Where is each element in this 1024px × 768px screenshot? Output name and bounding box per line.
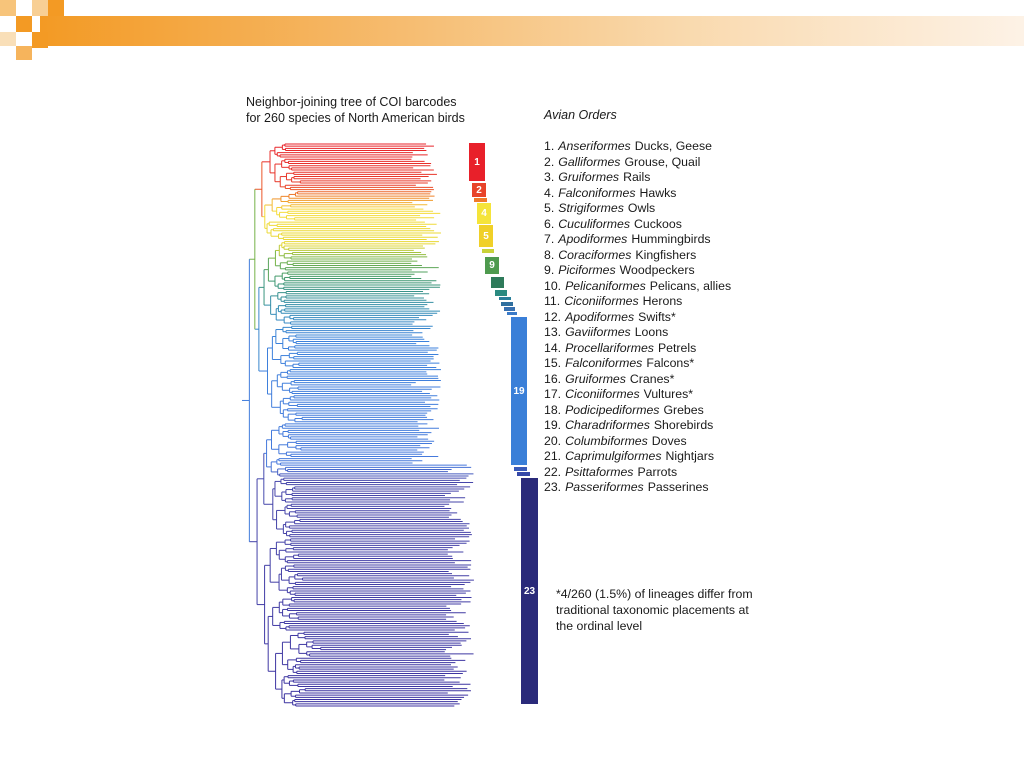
footnote: *4/260 (1.5%) of lineages differ from traditional taxonomic placements at the ordinal level <box>556 587 753 633</box>
order-item <box>544 155 731 171</box>
order-item <box>544 325 731 341</box>
order-common-name: Parrots <box>637 464 678 479</box>
order-item <box>544 387 731 403</box>
header-square <box>0 32 16 46</box>
order-number: 18. <box>544 402 562 417</box>
order-number: 12. <box>544 309 562 324</box>
phylogenetic-tree <box>236 140 486 710</box>
order-common-name: Grebes <box>663 402 704 417</box>
order-latin-name: Pelicaniformes <box>565 278 646 293</box>
order-bar-label: 19 <box>513 385 525 397</box>
order-latin-name: Galliformes <box>558 154 621 169</box>
order-item <box>544 372 731 388</box>
order-item <box>544 248 731 264</box>
order-latin-name: Falconiformes <box>558 185 636 200</box>
order-latin-name: Procellariformes <box>565 340 654 355</box>
order-common-name: Falcons* <box>646 356 695 370</box>
order-common-name: Loons <box>634 325 669 339</box>
order-bar-22 <box>517 472 530 476</box>
order-item <box>544 356 731 372</box>
header-band <box>0 0 1024 60</box>
order-bar-19 <box>511 317 527 465</box>
order-common-name: Doves <box>651 433 687 448</box>
order-number: 8. <box>544 247 555 262</box>
order-latin-name: Gaviiformes <box>565 325 631 339</box>
order-item <box>544 186 731 202</box>
order-item <box>544 310 731 326</box>
order-common-name: Grouse, Quail <box>624 154 701 169</box>
header-square <box>16 46 32 60</box>
order-common-name: Cuckoos <box>634 216 682 231</box>
order-latin-name: Anseriformes <box>558 139 631 153</box>
order-common-name: Kingfishers <box>635 247 697 262</box>
order-common-name: Nightjars <box>665 449 714 463</box>
header-square <box>16 16 32 32</box>
order-bar-23 <box>521 478 538 704</box>
order-number: 14. <box>544 340 562 355</box>
order-bar-label: 1 <box>474 156 480 168</box>
order-number: 16. <box>544 371 562 386</box>
order-number: 19. <box>544 418 562 432</box>
order-item <box>544 341 731 357</box>
order-latin-name: Caprimulgiformes <box>565 449 662 463</box>
avian-orders-list <box>544 139 731 496</box>
order-common-name: Herons <box>642 294 683 308</box>
header-square <box>32 32 48 48</box>
order-bar-20 <box>514 467 527 471</box>
orders-heading: Avian Orders <box>544 108 617 122</box>
order-item <box>544 170 731 186</box>
header-square <box>0 0 16 16</box>
order-latin-name: Cuculiformes <box>558 216 631 231</box>
order-latin-name: Falconiformes <box>565 356 643 370</box>
order-bar-label: 4 <box>481 208 487 219</box>
header-square <box>32 0 48 16</box>
order-bar-2 <box>472 183 486 197</box>
order-number: 21. <box>544 449 562 463</box>
order-latin-name: Piciformes <box>558 263 616 277</box>
order-latin-name: Gruiformes <box>558 170 620 184</box>
order-latin-name: Coraciformes <box>558 247 632 262</box>
order-item <box>544 449 731 465</box>
order-latin-name: Passeriformes <box>565 480 644 494</box>
order-bar-label: 23 <box>523 585 536 597</box>
order-bar-label: 5 <box>483 230 489 242</box>
order-bar-12 <box>499 297 511 300</box>
order-number: 11. <box>544 294 561 308</box>
order-common-name: Vultures* <box>643 387 694 401</box>
order-bar-4 <box>477 203 491 224</box>
order-number: 23. <box>544 480 562 494</box>
order-item <box>544 232 731 248</box>
order-bar-6 <box>482 249 494 253</box>
order-number: 13. <box>544 325 562 339</box>
order-latin-name: Charadriformes <box>565 418 650 432</box>
order-number: 9. <box>544 263 555 277</box>
order-common-name: Ducks, Geese <box>634 139 712 153</box>
order-bar-15 <box>507 312 517 315</box>
order-common-name: Rails <box>623 170 651 184</box>
order-number: 1. <box>544 139 555 153</box>
order-item <box>544 480 731 496</box>
order-bar-label: 9 <box>489 260 495 271</box>
order-item <box>544 201 731 217</box>
order-latin-name: Podicipediformes <box>565 402 660 417</box>
order-common-name: Passerines <box>647 480 709 494</box>
order-number: 20. <box>544 433 562 448</box>
order-item <box>544 217 731 233</box>
order-latin-name: Apodiformes <box>558 232 628 246</box>
order-item <box>544 279 731 295</box>
order-common-name: Cranes* <box>629 371 675 386</box>
order-number: 22. <box>544 464 562 479</box>
order-latin-name: Strigiformes <box>558 201 624 215</box>
order-bar-label: 2 <box>476 184 482 196</box>
order-latin-name: Apodiformes <box>565 309 635 324</box>
order-bar-3 <box>474 198 487 202</box>
order-number: 4. <box>544 185 555 200</box>
order-bar-9 <box>485 257 499 274</box>
order-common-name: Shorebirds <box>653 418 714 432</box>
order-item <box>544 403 731 419</box>
order-latin-name: Columbiformes <box>565 433 648 448</box>
header-gradient <box>40 16 1024 46</box>
order-bar-5 <box>479 225 493 247</box>
order-item <box>544 263 731 279</box>
order-item <box>544 434 731 450</box>
order-latin-name: Psittaformes <box>565 464 634 479</box>
order-bar-14 <box>504 307 515 311</box>
order-number: 17. <box>544 387 562 401</box>
header-square <box>48 0 64 16</box>
order-item <box>544 294 731 310</box>
order-number: 10. <box>544 278 562 293</box>
order-item <box>544 139 731 155</box>
order-common-name: Hummingbirds <box>631 232 711 246</box>
order-number: 15. <box>544 356 562 370</box>
order-number: 2. <box>544 154 555 169</box>
order-number: 3. <box>544 170 555 184</box>
order-item <box>544 465 731 481</box>
order-common-name: Owls <box>627 201 656 215</box>
order-common-name: Petrels <box>657 340 697 355</box>
order-bar-11 <box>495 290 507 296</box>
order-common-name: Pelicans, allies <box>649 278 732 293</box>
order-latin-name: Ciconiiformes <box>564 294 639 308</box>
order-common-name: Swifts* <box>638 309 676 324</box>
order-number: 6. <box>544 216 555 231</box>
order-number: 5. <box>544 201 555 215</box>
order-latin-name: Gruiformes <box>565 371 626 386</box>
order-item <box>544 418 731 434</box>
order-common-name: Woodpeckers <box>619 263 695 277</box>
figure-title: Neighbor-joining tree of COI barcodes for 260 species of North American birds <box>246 95 465 125</box>
order-common-name: Hawks <box>639 185 677 200</box>
order-latin-name: Ciconiiformes <box>565 387 640 401</box>
order-bar-13 <box>501 302 513 306</box>
order-bar-10 <box>491 277 504 288</box>
order-number: 7. <box>544 232 555 246</box>
order-bar-1 <box>469 143 485 181</box>
